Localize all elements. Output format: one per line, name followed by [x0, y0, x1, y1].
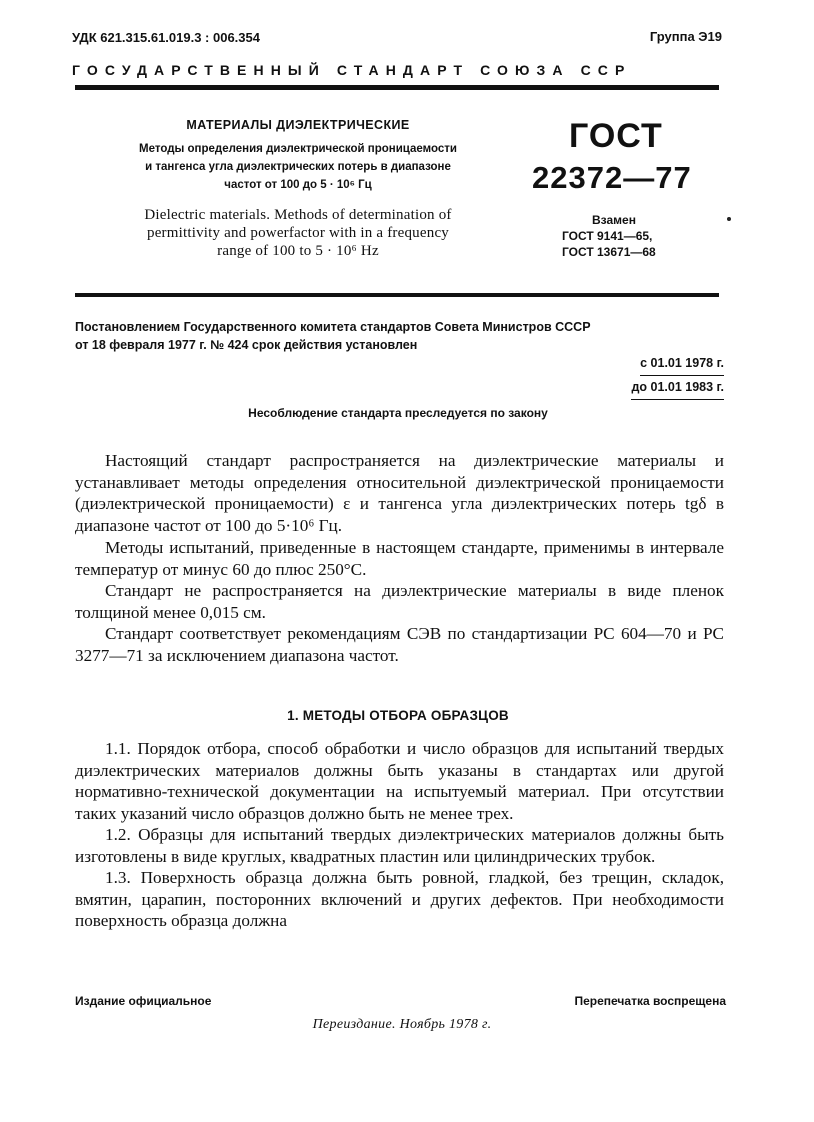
- intro-section: [75, 450, 724, 666]
- title-rule: [75, 293, 719, 297]
- state-standard-banner: ГОСУДАРСТВЕННЫЙ СТАНДАРТ СОЮЗА ССР: [72, 62, 632, 78]
- title-en-line: Dielectric materials. Methods of determination of: [144, 207, 452, 223]
- clause-1-3: 1.3. Поверхность образца должна быть ровной, гладкой, без трещин, складок, вмятин, царапин, посторонних включений и других дефектов. При необходимости поверхность образца должна: [75, 868, 724, 930]
- replaced-standard: ГОСТ 9141—65,: [562, 229, 653, 243]
- replaces-title: Взамен: [592, 213, 636, 227]
- title-english: [75, 206, 521, 260]
- udk-code: УДК 621.315.61.019.3 : 006.354: [72, 30, 260, 45]
- date-from: с 01.01 1978 г.: [640, 352, 724, 376]
- clause-1-1: 1.1. Порядок отбора, способ обработки и число образцов для испытаний твердых диэлектрических материалов должны быть указаны в стандартах или другой нормативно-технической документации на испытуемый материал. При отсутствии таких указаний число образцов должно быть не менее трех.: [75, 739, 724, 823]
- gost-number: 22372—77: [532, 160, 692, 195]
- decree-line: от 18 февраля 1977 г. № 424 срок действия установлен: [75, 338, 418, 352]
- intro-paragraph: Стандарт не распространяется на диэлектрические материалы в виде пленок толщиной менее 0,015 см.: [75, 581, 724, 622]
- intro-paragraph: Настоящий стандарт распространяется на диэлектрические материалы и устанавливает методы определения относительной диэлектрической проницаемости (диэлектрической проницаемости) ε и тангенса угла диэлектрических потерь tgδ в диапазоне частот от 100 до 5·10⁶ Гц.: [75, 451, 724, 535]
- replaced-standard: ГОСТ 13671—68: [562, 245, 656, 259]
- reprint-prohibited-label: Перепечатка воспрещена: [574, 994, 726, 1008]
- title-ru-line: частот от 100 до 5 · 10⁶ Гц: [224, 179, 372, 191]
- validity-dates: [631, 352, 724, 400]
- title-en-line: range of 100 to 5 · 10⁶ Hz: [217, 243, 379, 259]
- gost-label: ГОСТ: [569, 117, 663, 155]
- official-edition-label: Издание официальное: [75, 994, 212, 1008]
- title-main: МАТЕРИАЛЫ ДИЭЛЕКТРИЧЕСКИЕ: [186, 118, 410, 132]
- header-rule: [75, 85, 719, 90]
- title-russian: [75, 140, 521, 194]
- intro-paragraph: Стандарт соответствует рекомендациям СЭВ по стандартизации PC 604—70 и PC 3277—71 за исключением диапазона частот.: [75, 624, 724, 665]
- legal-notice: Несоблюдение стандарта преследуется по закону: [248, 406, 548, 420]
- section-1-body: [75, 738, 724, 932]
- section-1-title: 1. МЕТОДЫ ОТБОРА ОБРАЗЦОВ: [287, 708, 509, 723]
- gost-block: [532, 116, 732, 260]
- title-en-line: permittivity and powerfactor with in a frequency: [147, 225, 449, 241]
- decree-text: [75, 318, 725, 354]
- group-code: Группа Э19: [649, 29, 722, 44]
- decree-line: Постановлением Государственного комитета стандартов Совета Министров СССР: [75, 320, 591, 334]
- intro-paragraph: Методы испытаний, приведенные в настоящем стандарте, применимы в интервале температур от минус 60 до плюс 250°С.: [75, 538, 724, 579]
- reissue-note: Переиздание. Ноябрь 1978 г.: [312, 1017, 492, 1032]
- print-speck: [727, 217, 731, 221]
- title-ru-line: Методы определения диэлектрической проницаемости: [139, 143, 457, 155]
- clause-1-2: 1.2. Образцы для испытаний твердых диэлектрических материалов должны быть изготовлены в виде круглых, квадратных пластин или цилиндрических трубок.: [75, 825, 724, 866]
- title-block: [75, 118, 521, 260]
- title-ru-line: и тангенса угла диэлектрических потерь в диапазоне: [145, 161, 451, 173]
- replaces-block: [562, 212, 732, 260]
- date-to: до 01.01 1983 г.: [631, 376, 724, 400]
